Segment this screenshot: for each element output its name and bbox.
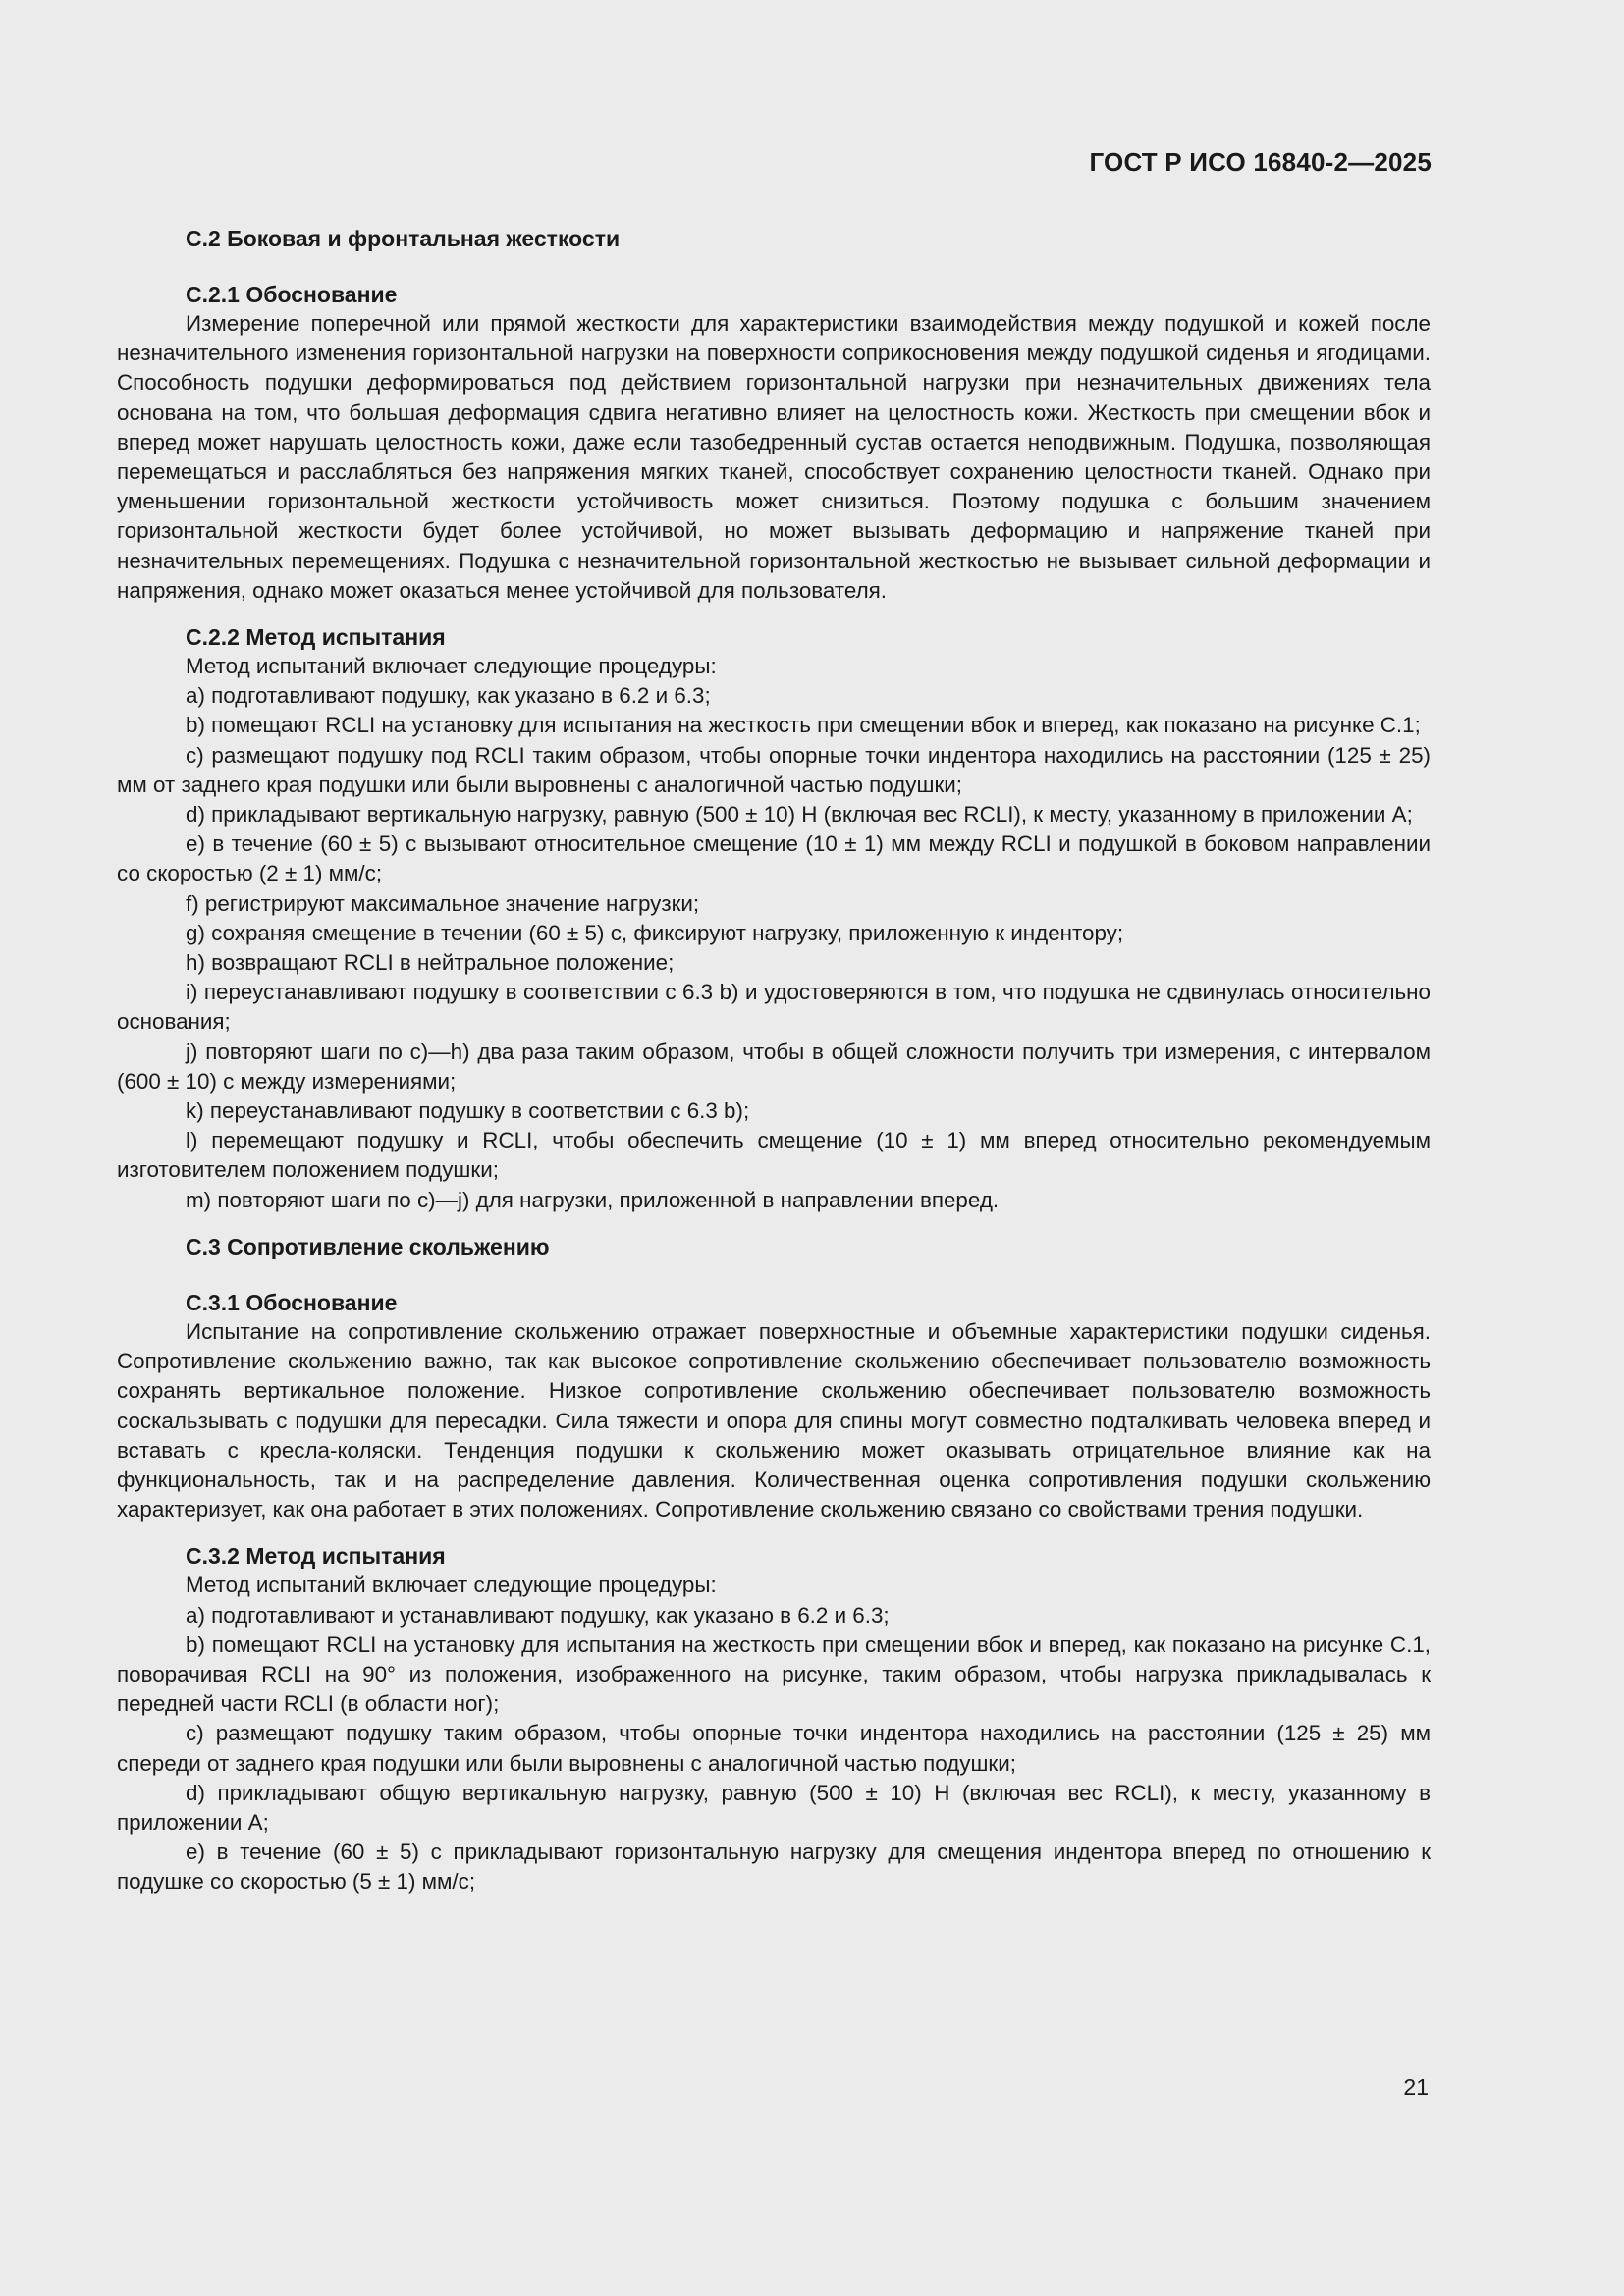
list-item: a) подготавливают подушку, как указано в 6.2 и 6.3;	[186, 683, 711, 709]
list-item: k) переустанавливают подушку в соответствии с 6.3 b);	[186, 1098, 750, 1124]
list-item: b) помещают RCLI на установку для испытания на жесткость при смещении вбок и вперед, как показано на рисунке С.1, поворачивая RCLI на 90° из положения, изображенного на рисунке, таким образом, чтобы нагрузка прикладывалась к передней части RCLI (в области ног);	[117, 1631, 1431, 1717]
section-c3-heading: С.3 Сопротивление скольжению	[186, 1233, 550, 1259]
page-number: 21	[1403, 2074, 1429, 2100]
list-item: e) в течение (60 ± 5) с прикладывают горизонтальную нагрузку для смещения индентора вперед по отношению к подушке со скоростью (5 ± 1) мм/с;	[117, 1840, 1431, 1895]
document-id-header: ГОСТ Р ИСО 16840-2—2025	[1089, 147, 1432, 177]
list-item: a) подготавливают и устанавливают подушку, как указано в 6.2 и 6.3;	[186, 1602, 890, 1628]
section-c31-paragraph: Испытание на сопротивление скольжению отражает поверхностные и объемные характеристики подушки сиденья. Сопротивление скольжению важно, так как высокое сопротивление скольжению обеспечивает пользователю возможность сохранять вертикальное положение. Низкое сопротивление скольжению обеспечивает пользователю возможность соскальзывать с подушки для пересадки. Сила тяжести и опора для спины могут совместно подталкивать человека вперед и вставать с кресла-коляски. Тенденция подушки к скольжению может оказывать отрицательное влияние как на функциональность, так и на распределение давления. Количественная оценка сопротивления подушки скольжению характеризует, как она работает в этих положениях. Сопротивление скольжению связано со свойствами трения подушки.	[117, 1318, 1431, 1522]
section-c32-heading: С.3.2 Метод испытания	[186, 1543, 446, 1570]
list-item: l) перемещают подушку и RCLI, чтобы обеспечить смещение (10 ± 1) мм вперед относительно рекомендуемым изготовителем положением подушки;	[117, 1128, 1431, 1183]
list-item: Метод испытаний включает следующие процедуры:	[186, 1573, 717, 1598]
list-item: f) регистрируют максимальное значение нагрузки;	[186, 890, 700, 916]
list-item: m) повторяют шаги по c)—j) для нагрузки, приложенной в направлении вперед.	[186, 1187, 1000, 1212]
list-item: c) размещают подушку таким образом, чтобы опорные точки индентора находились на расстоянии (125 ± 25) мм спереди от заднего края подушки или были выровнены с аналогичной частью подушки;	[117, 1721, 1431, 1776]
section-c32	[117, 1541, 1431, 1896]
section-c22	[117, 622, 1431, 1215]
list-item: b) помещают RCLI на установку для испытания на жесткость при смещении вбок и вперед, как показано на рисунке С.1;	[186, 713, 1421, 738]
list-item: j) повторяют шаги по c)—h) два раза таким образом, чтобы в общей сложности получить три измерения, с интервалом (600 ± 10) с между измерениями;	[117, 1039, 1431, 1094]
section-c2-heading: С.2 Боковая и фронтальная жесткости	[186, 226, 621, 251]
list-item: d) прикладывают вертикальную нагрузку, равную (500 ± 10) Н (включая вес RCLI), к месту, указанному в приложении А;	[186, 802, 1413, 828]
section-c21-paragraph: Измерение поперечной или прямой жесткости для характеристики взаимодействия между подушкой и кожей после незначительного изменения горизонтальной нагрузки на поверхности соприкосновения между подушкой сиденья и ягодицами. Способность подушки деформироваться под действием горизонтальной нагрузки при незначительных движениях тела основана на том, что большая деформация сдвига негативно влияет на целостность кожи. Жесткость при смещении вбок и вперед может нарушать целостность кожи, даже если тазобедренный сустав остается неподвижным. Подушка, позволяющая перемещаться и расслабляться без напряжения мягких тканей, способствует сохранению целостности тканей. Однако при уменьшении горизонтальной жесткости устойчивость может снизиться. Поэтому подушка с большим значением горизонтальной жесткости будет более устойчивой, но может вызывать деформацию и напряжение тканей при незначительных перемещениях. Подушка с незначительной горизонтальной жесткостью не вызывает сильной деформации и напряжения, однако может оказаться менее устойчивой для пользователя.	[117, 311, 1431, 603]
list-item: i) переустанавливают подушку в соответствии с 6.3 b) и удостоверяются в том, что подушка не сдвинулась относительно основания;	[117, 980, 1431, 1035]
list-item: c) размещают подушку под RCLI таким образом, чтобы опорные точки индентора находились на расстоянии (125 ± 25) мм от заднего края подушки или были выровнены с аналогичной частью подушки;	[117, 742, 1431, 797]
list-item: Метод испытаний включает следующие процедуры:	[186, 654, 717, 679]
list-item: h) возвращают RCLI в нейтральное положение;	[186, 950, 675, 976]
document-body	[117, 224, 1431, 1914]
list-item: g) сохраняя смещение в течении (60 ± 5) с, фиксируют нагрузку, приложенную к индентору;	[186, 920, 1124, 945]
section-c31	[117, 1288, 1431, 1524]
section-c22-heading: С.2.2 Метод испытания	[186, 624, 446, 651]
section-c21	[117, 280, 1431, 606]
list-item: d) прикладывают общую вертикальную нагрузку, равную (500 ± 10) Н (включая вес RCLI), к месту, указанному в приложении А;	[117, 1780, 1431, 1835]
section-c21-heading: С.2.1 Обоснование	[186, 282, 398, 307]
list-item: e) в течение (60 ± 5) с вызывают относительное смещение (10 ± 1) мм между RCLI и подушкой в боковом направлении со скоростью (2 ± 1) мм/с;	[117, 831, 1431, 886]
section-c31-heading: С.3.1 Обоснование	[186, 1289, 398, 1315]
